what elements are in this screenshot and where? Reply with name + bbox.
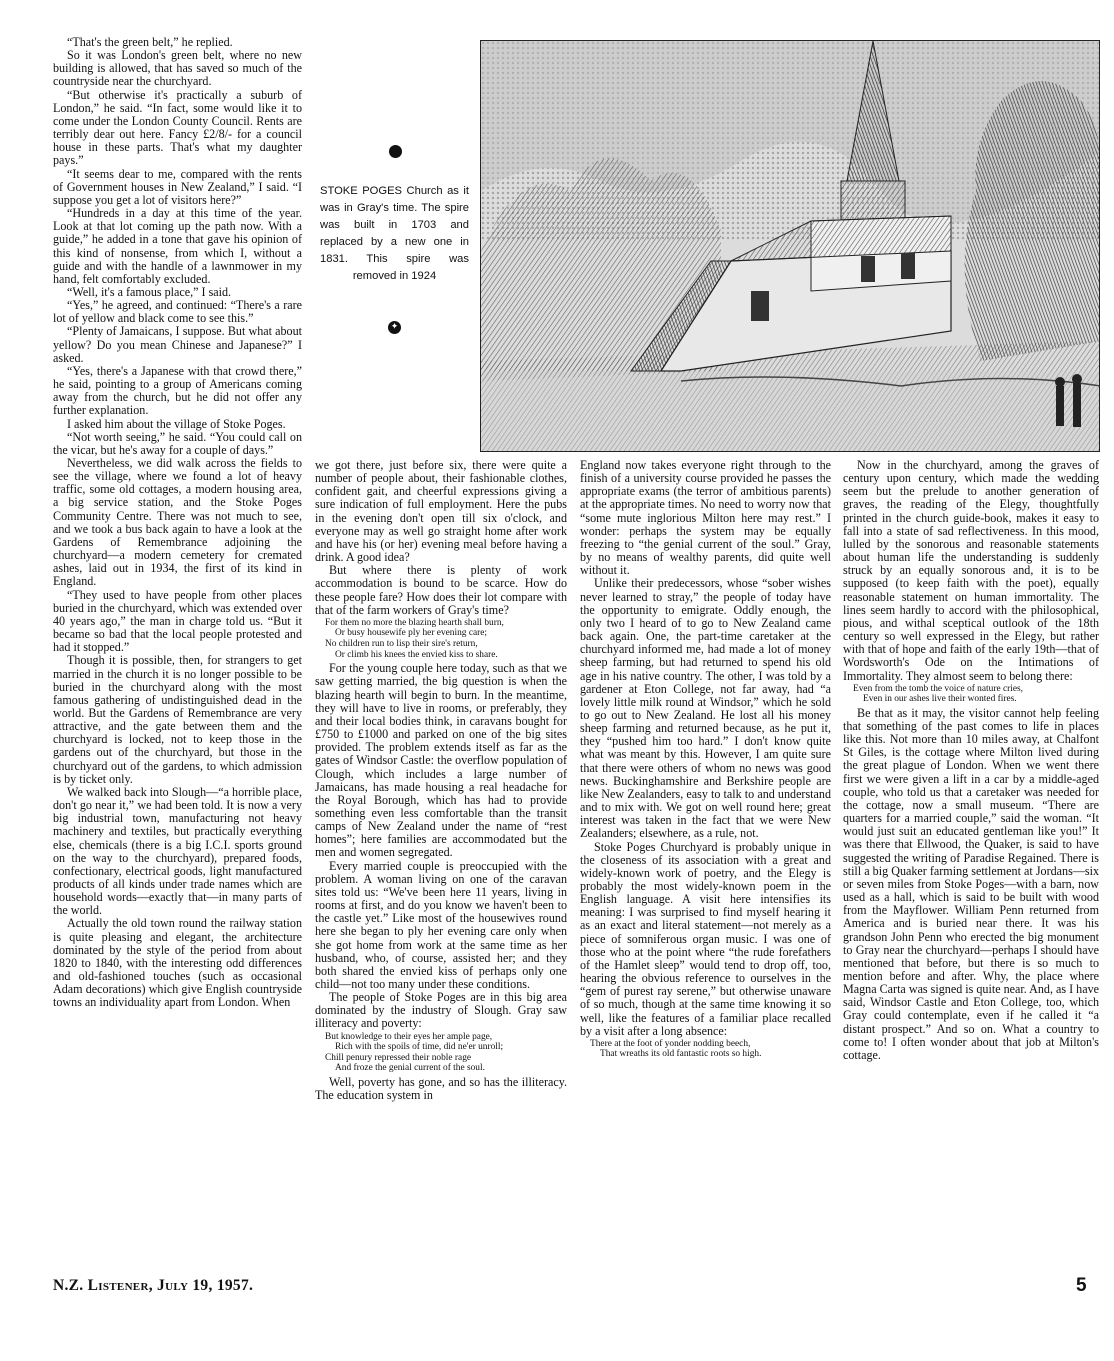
article-paragraph: “Well, it's a famous place,” I said.	[67, 284, 232, 299]
page-number: 5	[1076, 1275, 1087, 1296]
verse-line: No children run to lisp their sire's return,	[325, 639, 478, 650]
article-column-1	[53, 36, 302, 1010]
article-paragraph: “They used to have people from other places buried in the churchyard, which was extended over 40 years ago,” the man in charge told us. “But it became so bad that the local people protested and had it stopped.”	[53, 587, 302, 655]
article-paragraph: The people of Stoke Poges are in this big area dominated by the industry of Slough. Gray saw illiteracy and poverty:	[315, 990, 567, 1031]
article-paragraph: Stoke Poges Churchyard is probably unique in the closeness of its association with a great and widely-known work of poetry, and the Elegy is probably the most widely-known poem in the English language. A visit here intensifies its meaning: I was surprised to find myself hearing it as an exact and literal statement—not merely as a piece of somniferous organ music. I was one of those who at the point where “the rude forefathers of the Hamlet sleep” would tend to drop off, too, hearing the obvious reference to ourselves in the “gem of purest ray serene,” but otherwise unaware of so much, though at the same time knowing it so well, like the features of a familiar place recalled by a visit after a long absence:	[580, 839, 831, 1038]
article-column-2	[315, 459, 567, 1102]
verse-line: Or climb his knees the envied kiss to share.	[335, 649, 498, 660]
verse-quotation	[590, 1039, 831, 1060]
article-paragraph: “Not worth seeing,” he said. “You could call on the vicar, but he's away for a couple of days.”	[53, 429, 302, 457]
article-paragraph: Unlike their predecessors, whose “sober wishes never learned to stray,” the people of today have the opportunity to emigrate. Oddly enough, the only two I heard of to go to New Zealand came back again. One, the part-time caretaker at the churchyard informed me, had made a lot of money sheep farming, but had returned to spend his old age in his native country. The other, I was told by a gardener at Eton College, not far away, had “a lovely little milk round at Windsor,” which he sold to go out to New Zealand. He lost all his money sheep farming and returned because, as he put it, they “pushed him too hard.” I don't know quite what was meant by this. However, I am quite sure that there were others of whom no news was good news. Buckinghamshire and Berkshire people are like New Zealanders, easy to talk to and understand and to mix with. We got on well round here; great interest was taken in the fact that we were New Zealanders; elsewhere, as a rule, not.	[580, 576, 831, 841]
article-paragraph: “That's the green belt,” he replied.	[67, 35, 233, 49]
stoke-poges-church-illustration	[480, 40, 1100, 452]
article-column-3	[580, 459, 831, 1062]
article-paragraph: Actually the old town round the railway station is quite pleasing and elegant, the architecture dominated by the style of the period from about 1820 to 1840, with the interesting odd differences and old-fashioned touches (such as occasional Adam decorations) which give English countryside towns an individuality apart from London. When	[53, 916, 302, 1010]
verse-line: But knowledge to their eyes her ample page,	[325, 1031, 493, 1042]
article-paragraph: “Hundreds in a day at this time of the year. Look at that lot coming up the path now. With a guide,” he added in a tone that gave his opinion of this kind of nonsense, from which I, without a guide and with the handle of a lawnmower in my hand, felt comfortably excluded.	[53, 206, 302, 286]
publication-footer: N.Z. Listener, July 19, 1957.	[53, 1277, 254, 1294]
verse-line: Chill penury repressed their noble rage	[325, 1052, 472, 1063]
article-paragraph: Now in the churchyard, among the graves of century upon century, which made the wedding seem but the prelude to another generation of graves, the reading of the Elegy, thoughtfully printed in the church guide-book, makes it easy to fall into a state of sad reflectiveness. In this mood, lulled by the sonorous and reasonable statements about human life the understanding is suddenly struck by an equally sonorous and, it is to be supposed (to keep faith with the poet), equally reasonable statement on human immortality. The lines seem hardly to accord with the philosophical, pious, and withal sceptical outlook of the 18th century so well expressed in the Elegy, but rather with that of hope and faith of the early 19th—that of Wordsworth's Ode on the Intimations of Immortality. They almost seem to belong there:	[843, 458, 1099, 683]
verse-line: Even from the tomb the voice of nature cries,	[853, 683, 1023, 694]
article-paragraph: Every married couple is preoccupied with the problem. A woman living on one of the caravan sites told us: “We've been here 11 years, living in rooms at first, and do you know we haven't been to the castle yet.” Like most of the housewives round here she began to ply her evening care only when she got home from work at the same time as her husband, who, of course, assisted her; and they both shared the envied kiss of perhaps only one child—not too many under these conditions.	[315, 858, 567, 991]
article-paragraph: But where there is plenty of work accommodation is bound to be scarce. How do these people fare? How does their lot compare with that of the farm workers of Gray's time?	[315, 563, 567, 617]
article-paragraph: Nevertheless, we did walk across the fields to see the village, where we found a lot of heavy traffic, some old cottages, a modern housing area, a big service station, and the Stoke Poges Community Centre. There was not much to see, and we took a bus back again to have a look at the Gardens of Remembrance adjoining the churchyard—a modern cemetery for cremated ashes, laid out in 1934, the first of its kind in England.	[53, 456, 302, 589]
article-paragraph: Though it is possible, then, for strangers to get married in the church it is no longer possible to be buried in the churchyard along with the most famous gathering of undistinguished dead in the world. But the Gardens of Remembrance are very attractive, and the gate between them and the churchyard is locked, not to keep those in the gardens out of the churchyard, but those in the churchyard out of the gardens, to which admission is by ticket only.	[53, 653, 302, 786]
article-paragraph: we got there, just before six, there were quite a number of people about, their fashionable clothes, confident gait, and cheerful expressions giving a sure indication of full employment. Here the pubs in the evening don't open till six o'clock, and everyone may as well go straight home after work and have his (or her) evening meal before having a drink. A good idea?	[315, 458, 567, 565]
verse-quotation	[853, 684, 1099, 705]
verse-line: There at the foot of yonder nodding beech,	[590, 1038, 751, 1049]
caption-bullet-dot	[389, 145, 402, 158]
article-paragraph: England now takes everyone right through to the finish of a university course provided he passes the appropriate exams (the terror of ambitious parents) at the appropriate times. No need to worry now that “some mute inglorious Milton here may rest.” I wonder: perhaps the system may be equally freezing to “the genial current of the soul.” Gray, by no means of wealthy parents, did quite well without it.	[580, 458, 831, 578]
verse-line: And froze the genial current of the soul.	[335, 1063, 485, 1074]
article-paragraph: Be that as it may, the visitor cannot help feeling that something of the past comes to life in places like this. Not more than 10 miles away, at Chalfont St Giles, is the cottage where Milton lived during the great plague of London. When we went there first we were given a lift in a car by a middle-aged couple, who told us that a caretaker was needed for the cottage, now a small museum. “There are quarters for a married couple,” said the woman. “It would just suit an educated gentleman like you!” It was there that Ellwood, the Quaker, is said to have suggested the writing of Paradise Regained. There is still a big Quaker farming settlement at Jordans—six or seven miles from Stoke Poges—with a barn, now used as a hall, which is said to be built with wood from the Mayflower. William Penn returned from America and is buried near there. It was his grandson John Penn who erected the big monument to Gray near the churchyard—perhaps I should have mentioned that before, but there is so much to mention before and after. Why, the place where Magna Carta was signed is quite near. And, as I have said, Windsor Castle and Eton College, too, which Gray could contemplate, even if he called it “a distant prospect.” And so on. What a country to come to! I often wonder about that job at Milton's cottage.	[843, 705, 1099, 1062]
verse-line: Or busy housewife ply her evening care;	[335, 628, 488, 639]
article-paragraph: For the young couple here today, such as that we saw getting married, the big question is when the blazing hearth will begin to burn. In the meantime, they will have to live in rooms, or preferably, they and their local bodies think, in caravans bought for £750 to £1000 and parked on one of the big sites provided. The problem extends itself as far as the gates of Windsor Castle: the overflow population of Clough, which includes a large number of Jamaicans, has made housing a real headache for the Royal Borough, which has had to provide something even less comfortable than the transit camps of New Zealand under the name of “rest homes”; here families are accommodated but the men and women segregated.	[315, 661, 567, 860]
illustration-caption: STOKE POGES Church as it was in Gray's time. The spire was built in 1703 and replaced by a new one in 1831. This spire was removed in 1924	[320, 185, 469, 282]
article-paragraph: Well, poverty has gone, and so has the illiteracy. The education system in	[315, 1075, 567, 1103]
article-paragraph: “But otherwise it's practically a suburb of London,” he said. “In fact, some would like it to come under the London County Council. Rents are terribly dear out here. Fancy £2/8/- for a council house in these parts. That's what my daughter pays.”	[53, 87, 302, 168]
verse-quotation	[325, 618, 567, 660]
caption-end-mark-icon: ✦	[388, 321, 401, 334]
church-engraving	[481, 41, 1100, 452]
article-paragraph: “Yes,” he agreed, and continued: “There's a rare lot of yellow and black come to see this.”	[53, 298, 302, 326]
article-paragraph: “It seems dear to me, compared with the rents of Government houses in New Zealand,” I said. “I suppose you get a lot of visitors here?”	[53, 166, 302, 207]
verse-line: Even in our ashes live their wonted fires.	[863, 694, 1017, 705]
article-paragraph: “Plenty of Jamaicans, I suppose. But what about yellow? Do you mean Chinese and Japanese?” I asked.	[53, 324, 302, 365]
verse-line: That wreaths its old fantastic roots so high.	[600, 1049, 762, 1060]
article-paragraph: So it was London's green belt, where no new building is allowed, that has saved so much of the countryside near the churchyard.	[53, 48, 302, 89]
article-column-4	[843, 459, 1099, 1062]
article-paragraph: I asked him about the village of Stoke Poges.	[67, 416, 286, 431]
verse-line: Rich with the spoils of time, did ne'er unroll;	[335, 1042, 504, 1053]
verse-quotation	[325, 1032, 567, 1074]
article-paragraph: “Yes, there's a Japanese with that crowd there,” he said, pointing to a group of Americans coming away from the church, but he did not offer any further explanation.	[53, 363, 302, 418]
article-paragraph: We walked back into Slough—“a horrible place, don't go near it,” we had been told. It is now a very big industrial town, manufacturing not heavy machinery and textiles, but practically everything else, chemicals (there is a big I.C.I. sports ground on the way to the churchyard), prepared foods, confectionary, electrical goods, light manufactured products of all kinds under trade names which are household words—exactly that—in many parts of the world.	[53, 784, 302, 918]
verse-line: For them no more the blazing hearth shall burn,	[325, 617, 504, 628]
